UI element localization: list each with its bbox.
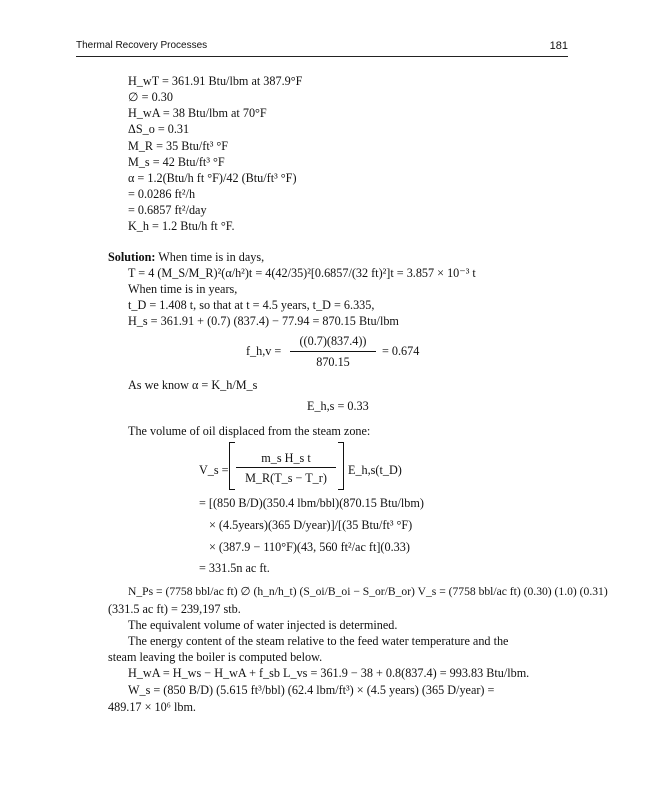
fhv-denominator: 870.15 xyxy=(316,355,350,369)
given-line: M_R = 35 Btu/ft³ °F xyxy=(128,139,229,153)
given-line: M_s = 42 Btu/ft³ °F xyxy=(128,155,225,169)
calc-line: × (387.9 − 110°F)(43, 560 ft²/ac ft](0.33) xyxy=(209,540,410,554)
fhv-lhs: f_h,v = xyxy=(246,344,282,358)
given-line: ∅ = 0.30 xyxy=(128,90,173,104)
given-line: H_wT = 361.91 Btu/lbm at 387.9°F xyxy=(128,74,303,88)
running-header xyxy=(76,38,568,57)
volume-text: The volume of oil displaced from the steam zone: xyxy=(128,424,371,438)
given-line: α = 1.2(Btu/h ft °F)/42 (Btu/ft³ °F) xyxy=(128,171,297,185)
equation-T: T = 4 (M_S/M_R)²(α/h²)t = 4(42/35)²[0.6857/(32 ft)²]t = 3.857 × 10⁻³ t xyxy=(128,266,476,280)
right-bracket xyxy=(338,442,344,490)
calc-line: = 331.5n ac ft. xyxy=(199,561,270,575)
energy-text-2: steam leaving the boiler is computed below. xyxy=(108,650,323,664)
Vs-fraction-bar xyxy=(236,467,336,468)
Ws-equation: W_s = (850 B/D) (5.615 ft³/bbl) (62.4 lbm/ft³) × (4.5 years) (365 D/year) = xyxy=(128,683,495,697)
Eh-line: E_h,s = 0.33 xyxy=(307,399,369,413)
Vs-lhs: V_s = xyxy=(199,463,229,477)
equation-tD: t_D = 1.408 t, so that at t = 4.5 years, t_D = 6.335, xyxy=(128,298,375,312)
HwA-equation: H_wA = H_ws − H_wA + f_sb L_vs = 361.9 − 38 + 0.8(837.4) = 993.83 Btu/lbm. xyxy=(128,666,530,680)
given-line: = 0.6857 ft²/day xyxy=(128,203,207,217)
given-line: K_h = 1.2 Btu/h ft °F. xyxy=(128,219,235,233)
solution-label: Solution: xyxy=(108,250,156,264)
alpha-text: As we know α = K_h/M_s xyxy=(128,378,258,392)
given-line: H_wA = 38 Btu/lbm at 70°F xyxy=(128,106,267,120)
Vs-numerator: m_s H_s t xyxy=(261,451,311,465)
solution-intro: When time is in days, xyxy=(158,250,265,264)
given-line: = 0.0286 ft²/h xyxy=(128,187,196,201)
energy-text-1: The energy content of the steam relative to the feed water temperature and the xyxy=(128,634,509,648)
Ws-continuation: 489.17 × 10⁶ lbm. xyxy=(108,700,196,714)
solution-intro-line xyxy=(108,250,264,265)
running-title: Thermal Recovery Processes xyxy=(76,40,208,51)
equiv-text: The equivalent volume of water injected is determined. xyxy=(128,618,398,632)
left-bracket xyxy=(229,442,235,490)
given-line: ΔS_o = 0.31 xyxy=(128,122,190,136)
Vs-denominator: M_R(T_s − T_r) xyxy=(245,471,327,485)
Vs-rhs: E_h,s(t_D) xyxy=(348,463,402,477)
Nps-continuation: (331.5 ac ft) = 239,197 stb. xyxy=(108,602,241,616)
Nps-line: N_Ps = (7758 bbl/ac ft) ∅ (h_n/h_t) (S_oi/B_oi − S_or/B_or) V_s = (7758 bbl/ac ft) (0.30) (1.0) (0.31) xyxy=(128,585,608,598)
page-number: 181 xyxy=(549,40,568,52)
calc-line: × (4.5years)(365 D/year)]/[(35 Btu/ft³ °F) xyxy=(209,518,413,532)
years-text: When time is in years, xyxy=(128,282,238,296)
fhv-result: = 0.674 xyxy=(382,344,420,358)
equation-Hs: H_s = 361.91 + (0.7) (837.4) − 77.94 = 870.15 Btu/lbm xyxy=(128,314,399,328)
fhv-numerator: ((0.7)(837.4)) xyxy=(299,334,367,348)
calc-line: = [(850 B/D)(350.4 lbm/bbl)(870.15 Btu/lbm) xyxy=(199,496,424,510)
fhv-fraction-bar xyxy=(290,351,376,352)
